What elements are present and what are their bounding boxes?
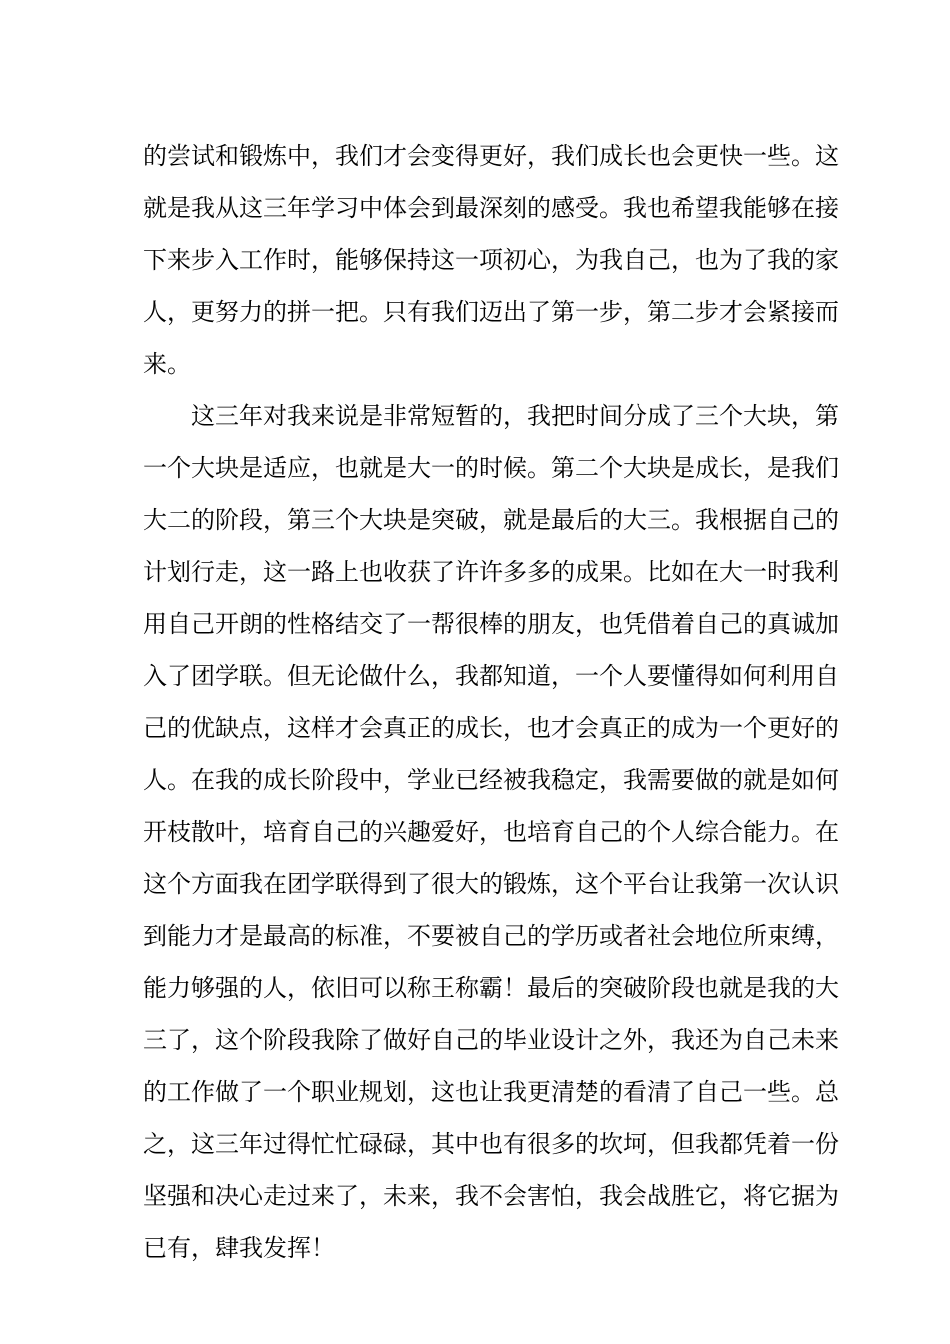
text-line: 三了，这个阶段我除了做好自己的毕业设计之外，我还为自己未来 [143, 1026, 839, 1054]
text-line: 用自己开朗的性格结交了一帮很棒的朋友，也凭借着自己的真诚加 [143, 610, 839, 638]
text-line: 来。 [143, 350, 191, 378]
text-line: 坚强和决心走过来了，未来，我不会害怕，我会战胜它，将它据为 [143, 1182, 839, 1210]
text-line: 已有，肆我发挥！ [143, 1234, 335, 1262]
text-line: 就是我从这三年学习中体会到最深刻的感受。我也希望我能够在接 [143, 194, 839, 222]
text-line: 的尝试和锻炼中，我们才会变得更好，我们成长也会更快一些。这 [143, 142, 839, 170]
text-line: 下来步入工作时，能够保持这一项初心，为我自己，也为了我的家 [143, 246, 839, 274]
text-line: 计划行走，这一路上也收获了许许多多的成果。比如在大一时我利 [143, 558, 839, 586]
text-line: 入了团学联。但无论做什么，我都知道，一个人要懂得如何利用自 [143, 662, 839, 690]
text-line: 人。在我的成长阶段中，学业已经被我稳定，我需要做的就是如何 [143, 766, 839, 794]
text-line: 一个大块是适应，也就是大一的时候。第二个大块是成长，是我们 [143, 454, 839, 482]
text-line: 这三年对我来说是非常短暂的，我把时间分成了三个大块，第 [143, 402, 839, 430]
text-line: 之，这三年过得忙忙碌碌，其中也有很多的坎坷，但我都凭着一份 [143, 1130, 839, 1158]
text-line: 的工作做了一个职业规划，这也让我更清楚的看清了自己一些。总 [143, 1078, 839, 1106]
text-line: 到能力才是最高的标准，不要被自己的学历或者社会地位所束缚， [143, 922, 839, 950]
text-line: 开枝散叶，培育自己的兴趣爱好，也培育自己的个人综合能力。在 [143, 818, 839, 846]
text-line: 这个方面我在团学联得到了很大的锻炼，这个平台让我第一次认识 [143, 870, 839, 898]
text-line: 大二的阶段，第三个大块是突破，就是最后的大三。我根据自己的 [143, 506, 839, 534]
text-line: 己的优缺点，这样才会真正的成长，也才会真正的成为一个更好的 [143, 714, 839, 742]
text-line: 能力够强的人，依旧可以称王称霸！最后的突破阶段也就是我的大 [143, 974, 839, 1002]
text-line: 人，更努力的拼一把。只有我们迈出了第一步，第二步才会紧接而 [143, 298, 839, 326]
body-text [143, 130, 839, 1274]
